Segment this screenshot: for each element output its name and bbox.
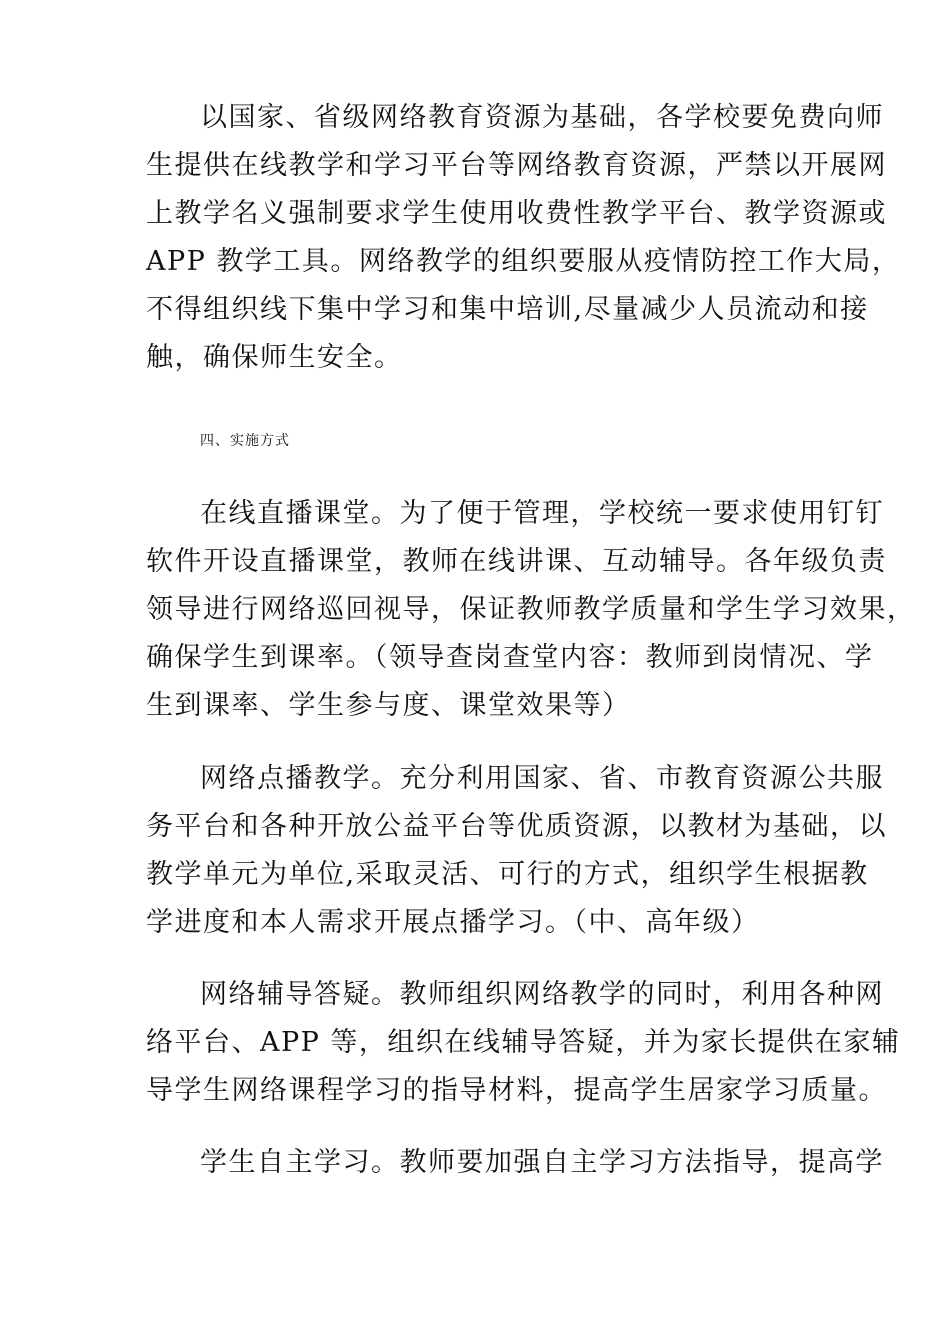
paragraph-line: 学进度和本人需求开展点播学习。（中、高年级） [146,907,760,938]
paragraph-line: 不得组织线下集中学习和集中培训,尽量减少人员流动和接 [146,294,869,325]
paragraph-line: 生到课率、学生参与度、课堂效果等） [146,690,631,721]
paragraph-line: 网络点播教学。充分利用国家、省、市教育资源公共服 [200,763,884,794]
paragraph-line: 生提供在线教学和学习平台等网络教育资源，严禁以开展网 [146,150,887,181]
paragraph-line: 在线直播课堂。为了便于管理，学校统一要求使用钉钉 [200,498,884,529]
paragraph-line: 以国家、省级网络教育资源为基础，各学校要免费向师 [200,102,884,133]
paragraph-line: 导学生网络课程学习的指导材料，提高学生居家学习质量。 [146,1075,887,1106]
paragraph-line: 教学单元为单位,采取灵活、可行的方式，组织学生根据教 [146,859,869,890]
paragraph-line: 触，确保师生安全。 [146,342,403,373]
paragraph-line: 络平台、APP 等，组织在线辅导答疑，并为家长提供在家辅 [146,1027,901,1058]
paragraph-line: 网络辅导答疑。教师组织网络教学的同时，利用各种网 [200,979,884,1010]
paragraph-line: APP 教学工具。网络教学的组织要服从疫情防控工作大局， [146,246,901,277]
paragraph-line: 务平台和各种开放公益平台等优质资源，以教材为基础，以 [146,811,887,842]
paragraph-line: 领导进行网络巡回视导，保证教师教学质量和学生学习效果， [146,594,916,625]
paragraph-line: 确保学生到课率。（领导查岗查堂内容：教师到岗情况、学 [146,642,874,673]
paragraph-line: 学生自主学习。教师要加强自主学习方法指导，提高学 [200,1147,884,1178]
paragraph-line: 软件开设直播课堂，教师在线讲课、互动辅导。各年级负责 [146,546,887,577]
section-heading: 四、实施方式 [200,433,290,449]
paragraph-line: 上教学名义强制要求学生使用收费性教学平台、教学资源或 [146,198,887,229]
